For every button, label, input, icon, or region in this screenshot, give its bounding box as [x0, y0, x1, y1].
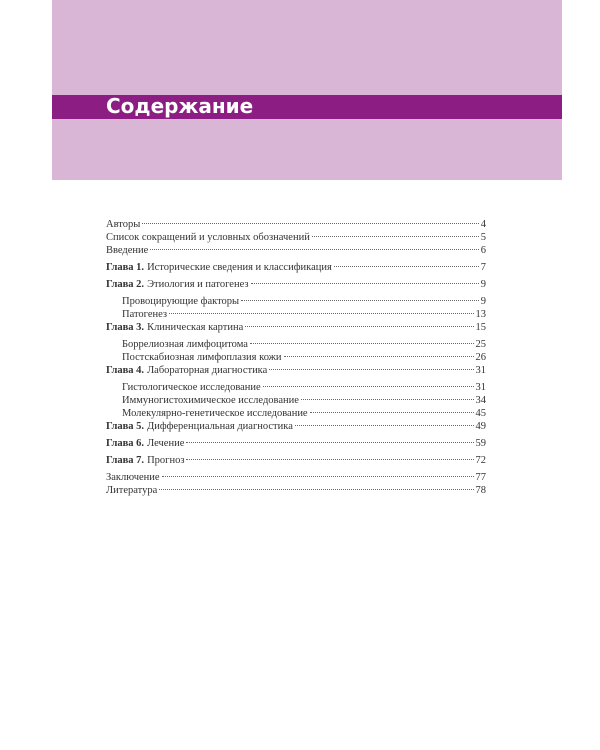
toc-entry[interactable]: [106, 471, 486, 484]
toc-entry-label: Дифференциальная диагностика: [147, 421, 293, 432]
toc-page-number: 5: [480, 232, 486, 243]
toc-chapter-number: Глава 4.: [106, 365, 145, 376]
toc-entry-label: Патогенез: [122, 309, 168, 320]
toc-entry-label: Постскабиозная лимфоплазия кожи: [122, 352, 282, 363]
toc-chapter-number: Глава 3.: [106, 322, 145, 333]
toc-entry[interactable]: [106, 218, 486, 231]
toc-entry-label: Боррелиозная лимфоцитома: [122, 339, 248, 350]
toc-leader-dots: [263, 386, 474, 387]
toc-chapter-entry[interactable]: [106, 278, 486, 291]
toc-leader-dots: [186, 442, 473, 443]
toc-leader-dots: [250, 343, 474, 344]
header-block: [52, 0, 562, 180]
page-title: Содержание: [106, 94, 254, 118]
toc-entry-label: Литература: [106, 485, 158, 496]
toc-page-number: 7: [480, 262, 486, 273]
toc-entry-label: Гистологическое исследование: [122, 382, 261, 393]
toc-leader-dots: [186, 459, 473, 460]
toc-entry-label: Клиническая картина: [147, 322, 244, 333]
toc-leader-dots: [169, 313, 473, 314]
toc-subentry[interactable]: [106, 394, 486, 407]
toc-page-number: 49: [475, 421, 486, 432]
toc-page-number: 45: [475, 408, 486, 419]
toc-leader-dots: [269, 369, 473, 370]
toc-chapter-number: Глава 2.: [106, 279, 145, 290]
toc-leader-dots: [334, 266, 479, 267]
toc-page-number: 13: [475, 309, 486, 320]
toc-chapter-number: Глава 7.: [106, 455, 145, 466]
toc-entry-label: Прогноз: [147, 455, 185, 466]
toc-leader-dots: [162, 476, 474, 477]
toc-page-number: 25: [475, 339, 486, 350]
toc-subentry[interactable]: [106, 351, 486, 364]
toc-leader-dots: [284, 356, 474, 357]
toc-page-number: 6: [480, 245, 486, 256]
toc-entry[interactable]: [106, 231, 486, 244]
toc-chapter-entry[interactable]: [106, 261, 486, 274]
toc-entry-label: Провоцирующие факторы: [122, 296, 240, 307]
toc-subentry[interactable]: [106, 381, 486, 394]
toc-subentry[interactable]: [106, 295, 486, 308]
toc-page-number: 31: [475, 382, 486, 393]
toc-page-number: 34: [475, 395, 486, 406]
toc-subentry[interactable]: [106, 338, 486, 351]
toc-page-number: 15: [475, 322, 486, 333]
toc-chapter-entry[interactable]: [106, 454, 486, 467]
toc-page-number: 78: [475, 485, 486, 496]
toc-chapter-entry[interactable]: [106, 437, 486, 450]
toc-page-number: 77: [475, 472, 486, 483]
toc-entry-label: Авторы: [106, 219, 141, 230]
toc-chapter-entry[interactable]: [106, 420, 486, 433]
toc-leader-dots: [159, 489, 473, 490]
toc-entry-label: Лечение: [147, 438, 185, 449]
toc-leader-dots: [150, 249, 478, 250]
table-of-contents: [106, 218, 486, 497]
toc-subentry[interactable]: [106, 407, 486, 420]
toc-entry-label: Иммуногистохимическое исследование: [122, 395, 299, 406]
toc-entry-label: Молекулярно-генетическое исследование: [122, 408, 308, 419]
toc-entry-label: Заключение: [106, 472, 160, 483]
toc-leader-dots: [301, 399, 474, 400]
toc-entry-label: Исторические сведения и классификация: [147, 262, 332, 273]
toc-chapter-entry[interactable]: [106, 321, 486, 334]
toc-entry[interactable]: [106, 244, 486, 257]
toc-chapter-number: Глава 5.: [106, 421, 145, 432]
toc-page-number: 9: [480, 279, 486, 290]
toc-chapter-number: Глава 1.: [106, 262, 145, 273]
toc-entry-label: Этиология и патогенез: [147, 279, 249, 290]
toc-page-number: 31: [475, 365, 486, 376]
toc-entry-label: Список сокращений и условных обозначений: [106, 232, 310, 243]
toc-leader-dots: [310, 412, 474, 413]
toc-leader-dots: [245, 326, 473, 327]
toc-leader-dots: [142, 223, 478, 224]
toc-leader-dots: [312, 236, 479, 237]
toc-leader-dots: [241, 300, 479, 301]
toc-entry[interactable]: [106, 484, 486, 497]
toc-page-number: 72: [475, 455, 486, 466]
toc-page-number: 26: [475, 352, 486, 363]
toc-entry-label: Введение: [106, 245, 149, 256]
toc-chapter-entry[interactable]: [106, 364, 486, 377]
toc-page-number: 4: [480, 219, 486, 230]
toc-leader-dots: [295, 425, 474, 426]
toc-leader-dots: [251, 283, 479, 284]
toc-chapter-number: Глава 6.: [106, 438, 145, 449]
toc-page-number: 59: [475, 438, 486, 449]
toc-entry-label: Лабораторная диагностика: [147, 365, 268, 376]
toc-subentry[interactable]: [106, 308, 486, 321]
toc-page-number: 9: [480, 296, 486, 307]
